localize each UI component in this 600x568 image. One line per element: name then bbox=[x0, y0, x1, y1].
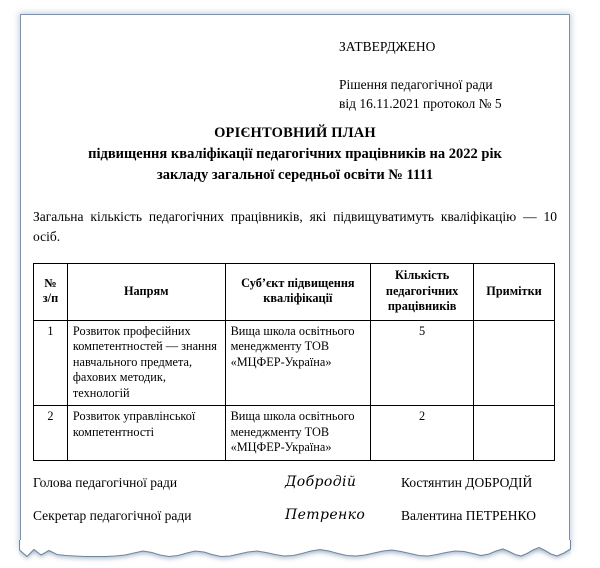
cell-count: 5 bbox=[371, 320, 474, 406]
approval-stamp-label: ЗАТВЕРДЖЕНО bbox=[339, 39, 436, 54]
signature-block bbox=[33, 475, 557, 541]
column-header-number-line-1: № bbox=[44, 276, 57, 291]
plan-table bbox=[33, 263, 555, 461]
signature-name: Костянтин ДОБРОДІЙ bbox=[401, 475, 533, 490]
signature-row bbox=[33, 508, 557, 541]
column-header-number-line-2: з/п bbox=[42, 291, 59, 306]
column-header-direction bbox=[67, 264, 225, 321]
approval-block bbox=[339, 37, 564, 113]
cell-notes bbox=[474, 320, 555, 406]
page-title-line-1: ОРІЄНТОВНИЙ ПЛАН bbox=[214, 125, 376, 141]
table-row bbox=[34, 320, 555, 406]
signature-row bbox=[33, 475, 557, 508]
intro-paragraph: Загальна кількість педагогічних працівників, які підвищуватимуть кваліфікацію — 10 осіб. bbox=[33, 209, 557, 244]
column-header-notes-label: Примітки bbox=[486, 283, 542, 298]
column-header-subject-line-1: Суб’єкт підвищення bbox=[241, 275, 355, 290]
column-header-count bbox=[371, 264, 474, 321]
cell-subject: Вища школа освітнього менеджменту ТОВ «МЦФЕР-Україна» bbox=[225, 320, 371, 406]
approval-decision-line-2: від 16.11.2021 протокол № 5 bbox=[339, 96, 502, 111]
column-header-direction-label: Напрям bbox=[123, 283, 169, 298]
column-header-count-line-2: педагогічних bbox=[385, 283, 459, 298]
approval-decision-line-1: Рішення педагогічної ради bbox=[339, 77, 493, 92]
signature-name: Валентина ПЕТРЕНКО bbox=[401, 508, 536, 523]
table-row bbox=[34, 406, 555, 461]
cell-direction: Розвиток професійних компетентностей — знання навчального предмета, фахових методик, технологій bbox=[67, 320, 225, 406]
signature-mark: Петренко bbox=[285, 507, 366, 523]
cell-count: 2 bbox=[371, 406, 474, 461]
cell-subject: Вища школа освітнього менеджменту ТОВ «МЦФЕР-Україна» bbox=[225, 406, 371, 461]
table-header-row bbox=[34, 264, 555, 321]
column-header-count-line-3: працівників bbox=[387, 299, 457, 313]
paper-surface bbox=[20, 14, 570, 549]
signature-mark: Добродій bbox=[285, 474, 357, 490]
page-title-line-3: закладу загальної середньої освіти № 1111 bbox=[156, 167, 434, 183]
column-header-subject bbox=[225, 264, 371, 321]
page-title-line-2: підвищення кваліфікації педагогічних працівників на 2022 рік bbox=[88, 146, 502, 162]
column-header-notes bbox=[474, 264, 555, 321]
page-title bbox=[31, 123, 559, 186]
signature-role: Секретар педагогічної ради bbox=[33, 508, 192, 523]
document-sheet bbox=[20, 14, 570, 549]
cell-number: 2 bbox=[34, 406, 68, 461]
column-header-number bbox=[34, 264, 68, 321]
column-header-subject-line-2: кваліфікації bbox=[263, 291, 333, 306]
cell-number: 1 bbox=[34, 320, 68, 406]
cell-notes bbox=[474, 406, 555, 461]
document-content bbox=[21, 15, 569, 535]
cell-direction: Розвиток управлінської компетентності bbox=[67, 406, 225, 461]
signature-role: Голова педагогічної ради bbox=[33, 475, 178, 490]
column-header-count-line-1: Кількість bbox=[394, 268, 450, 282]
